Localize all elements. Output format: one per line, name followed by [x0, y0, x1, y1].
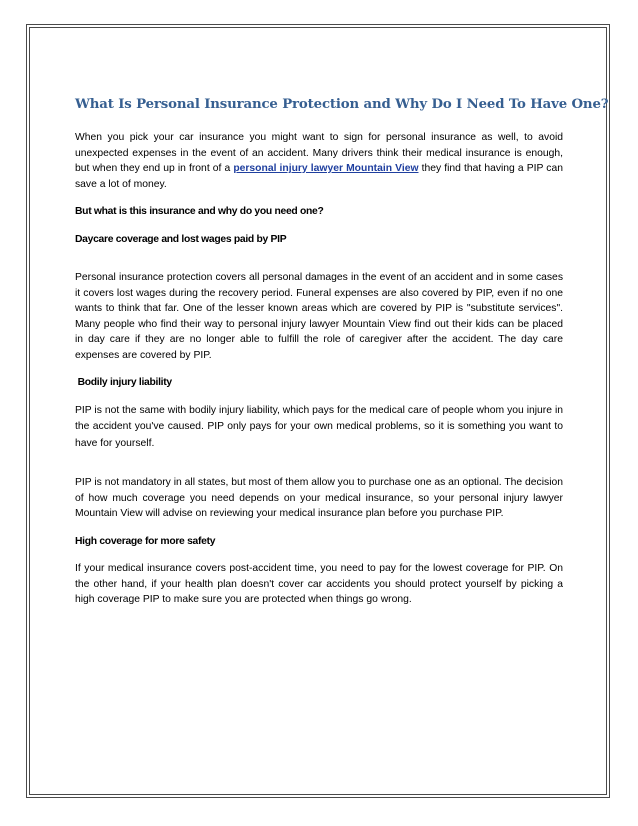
intro-text-before-link: When you pick your car insurance you might want to sign for personal insurance as well, to avoid unexpected expenses in the event of an accident. Many drivers think their medical insurance is enough, but when they end up in front of a: [75, 132, 563, 174]
section3-paragraph: If your medical insurance covers post-accident time, you need to pay for the lowest coverage for PIP. On the other hand, if your health plan doesn't cover car accidents you should protect yourself by picking a high coverage PIP to make sure you are protected when things go wrong.: [75, 563, 563, 605]
page-title: What Is Personal Insurance Protection and Why Do I Need To Have One?: [75, 97, 609, 112]
section2-paragraph-1: PIP is not the same with bodily injury liability, which pays for the medical care of people whom you injure in the accident you've caused. PIP only pays for your own medical problems, so it is something you want to have for yourself.: [75, 404, 563, 449]
section1-paragraph: Personal insurance protection covers all personal damages in the event of an accident and in some cases it covers lost wages during the recovery period. Funeral expenses are also covered by PIP, even if no one wants to think that far. One of the lesser known areas which are covered by PIP is "substitute services". Many people who find their way to personal injury lawyer Mountain View find out their kids can be placed in day care if they are no longer able to fulfill the role of caregiver after the accident. The day care expenses are covered by PIP.: [75, 272, 563, 361]
document-body: [75, 97, 609, 608]
intro-paragraph: [75, 130, 563, 192]
section3-heading: High coverage for more safety: [75, 535, 216, 547]
lawyer-link[interactable]: personal injury lawyer Mountain View: [233, 163, 419, 174]
section2-heading: Bodily injury liability: [75, 377, 172, 388]
section2-paragraph-2: PIP is not mandatory in all states, but most of them allow you to purchase one as an optional. The decision of how much coverage you need depends on your medical insurance, so your personal injury lawyer Mountain View will advise on reviewing your medical insurance plan before you purchase PIP.: [75, 477, 563, 519]
intro-text-after-link: they find that having a PIP can save a lot of money.: [75, 163, 563, 190]
question-heading: But what is this insurance and why do you need one?: [75, 206, 324, 217]
section1-heading: Daycare coverage and lost wages paid by PIP: [75, 233, 287, 245]
